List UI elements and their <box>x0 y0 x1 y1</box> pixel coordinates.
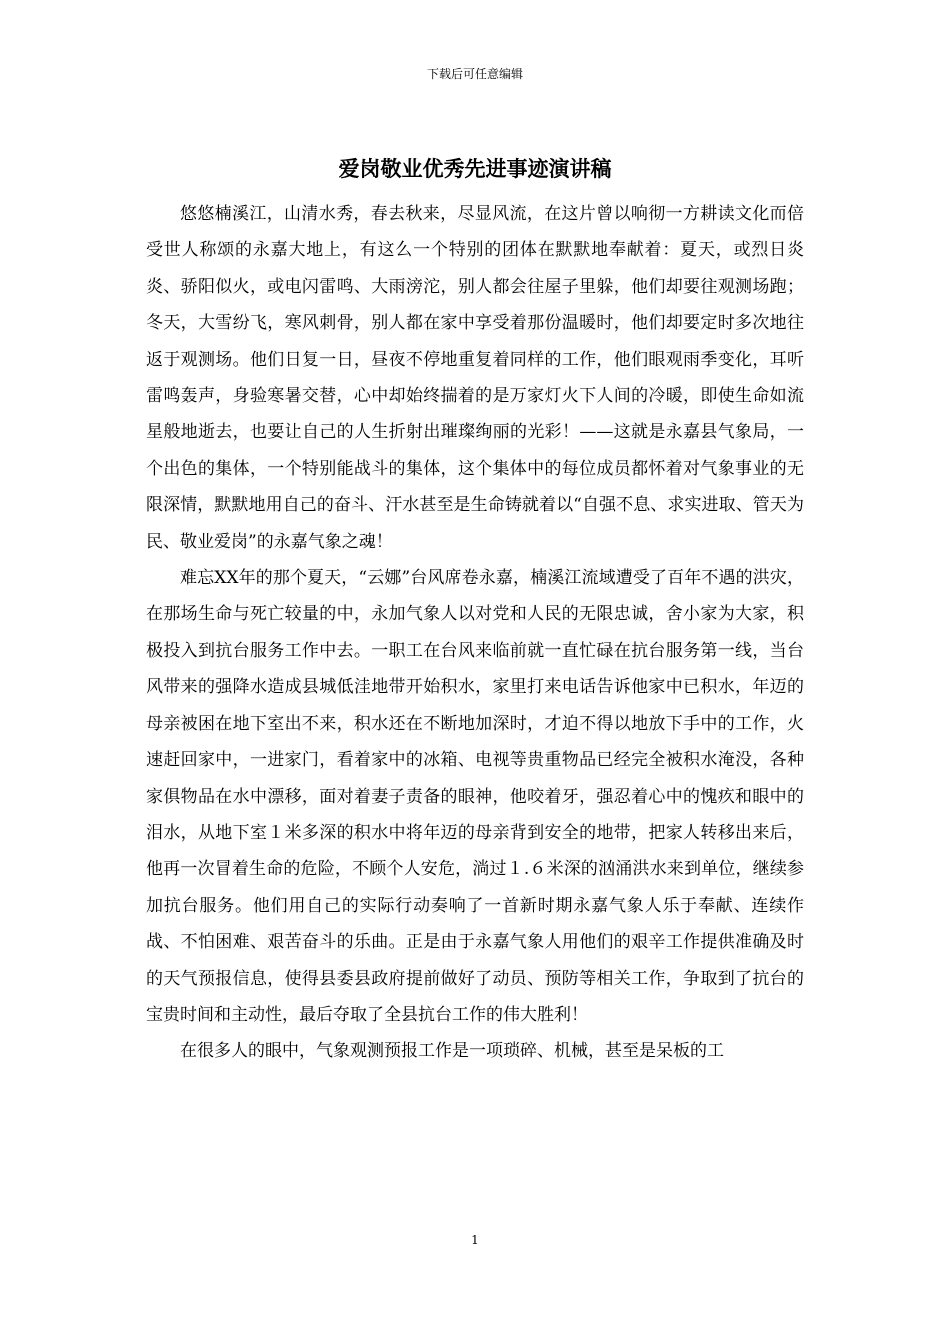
paragraph-2: 难忘XX年的那个夏天，“云娜”台风席卷永嘉，楠溪江流域遭受了百年不遇的洪灾，在那场生命与死亡较量的中，永加气象人以对党和人民的无限忠诚，舍小家为大家，积极投入到抗台服务工作中去。一职工在台风来临前就一直忙碌在抗台服务第一线，当台风带来的强降水造成县城低洼地带开始积水，家里打来电话告诉他家中已积水，年迈的母亲被困在地下室出不来，积水还在不断地加深时，才迫不得以地放下手中的工作，火速赶回家中，一进家门，看着家中的冰箱、电视等贵重物品已经完全被积水淹没，各种家俱物品在水中漂移，面对着妻子责备的眼神，他咬着牙，强忍着心中的愧疚和眼中的泪水，从地下室１米多深的积水中将年迈的母亲背到安全的地带，把家人转移出来后，他再一次冒着生命的危险，不顾个人安危，淌过１.６米深的汹涌洪水来到单位，继续参加抗台服务。他们用自己的实际行动奏响了一首新时期永嘉气象人乐于奉献、连续作战、不怕困难、艰苦奋斗的乐曲。正是由于永嘉气象人用他们的艰辛工作提供准确及时的天气预报信息，使得县委县政府提前做好了动员、预防等相关工作，争取到了抗台的宝贵时间和主动性，最后夺取了全县抗台工作的伟大胜利！ <box>146 568 804 1025</box>
page-header: 下载后可任意编辑 <box>426 67 523 81</box>
paragraph-1: 悠悠楠溪江，山清水秀，春去秋来，尽显风流，在这片曾以响彻一方耕读文化而倍受世人称颂的永嘉大地上，有这么一个特别的团体在默默地奉献着：夏天，或烈日炎炎、骄阳似火，或电闪雷鸣、大雨滂沱，别人都会往屋子里躲，他们却要往观测场跑；冬天，大雪纷飞，寒风刺骨，别人都在家中享受着那份温暖时，他们却要定时多次地往返于观测场。他们日复一日，昼夜不停地重复着同样的工作，他们眼观雨季变化，耳听雷鸣轰声，身验寒暑交替，心中却始终揣着的是万家灯火下人间的冷暖，即使生命如流星般地逝去，也要让自己的人生折射出璀璨绚丽的光彩！——这就是永嘉县气象局，一个出色的集体，一个特别能战斗的集体，这个集体中的每位成员都怀着对气象事业的无限深情，默默地用自己的奋斗、汗水甚至是生命铸就着以“自强不息、求实进取、管天为民、敬业爱岗”的永嘉气象之魂！ <box>146 204 804 552</box>
document-title: 爱岗敬业优秀先进事迹演讲稿 <box>338 156 612 181</box>
paragraph-3: 在很多人的眼中，气象观测预报工作是一项琐碎、机械，甚至是呆板的工 <box>180 1041 724 1062</box>
document-body <box>146 196 804 1070</box>
page-number: 1 <box>471 1233 479 1247</box>
